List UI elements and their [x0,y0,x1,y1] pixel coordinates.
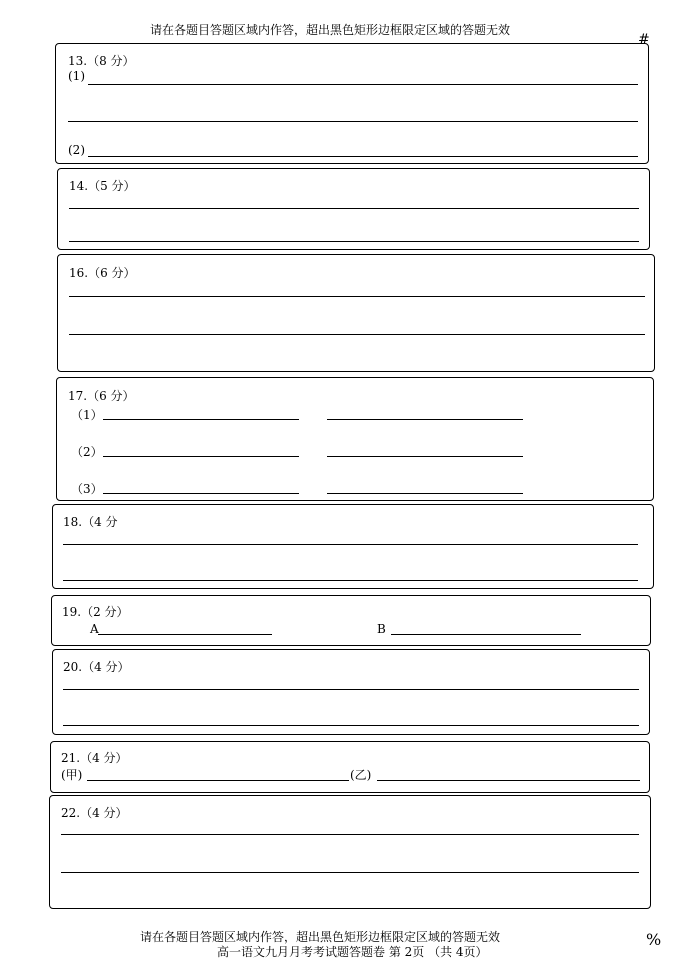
notice-top: 请在各题目答题区域内作答，超出黑色矩形边框限定区域的答题无效 [150,23,511,37]
q14-answer-line-1 [69,208,639,209]
q14-answer-box[interactable] [57,168,650,250]
q22-answer-line-2 [61,872,639,873]
q22-answer-box[interactable] [49,795,651,909]
q20-answer-box[interactable] [52,649,650,735]
q17-answer-line-2b [327,456,523,457]
q17-part1-label: （1） [71,408,103,422]
q22-answer-line-1 [61,834,639,835]
q18-answer-line-1 [63,544,638,545]
q16-answer-line-2 [69,334,645,335]
q13-answer-line-3 [88,156,638,157]
q22-title: 22.（4 分） [61,806,128,820]
q17-answer-line-1b [327,419,523,420]
corner-mark-bottom: % [646,930,662,949]
q19-answer-box[interactable] [51,595,651,646]
q14-answer-line-2 [69,241,639,242]
q21-yi-label: (乙) [350,768,372,782]
q16-answer-box[interactable] [57,254,655,372]
q13-answer-line-2 [68,121,638,122]
q17-part2-label: （2） [71,445,103,459]
q17-answer-box[interactable] [56,377,654,501]
q14-title: 14.（5 分） [69,179,136,193]
q19-a-label: A [90,622,99,636]
q19-answer-line-a [98,634,272,635]
q19-answer-line-b [391,634,581,635]
q13-title: 13.（8 分） [68,54,135,68]
q21-jia-label: (甲) [61,768,83,782]
q18-answer-line-2 [63,580,638,581]
q20-answer-line-2 [63,725,639,726]
page-footer: 高一语文九月月考考试题答题卷 第 2页 （共 4页） [217,945,488,959]
q21-title: 21.（4 分） [61,751,128,765]
q17-title: 17.（6 分） [68,389,135,403]
q19-b-label: B [377,622,386,636]
q13-part1-label: (1) [68,69,85,83]
notice-bottom: 请在各题目答题区域内作答，超出黑色矩形边框限定区域的答题无效 [140,930,501,944]
q18-title: 18.（4 分 [63,515,118,529]
q18-answer-box[interactable] [52,504,654,589]
q21-answer-box[interactable] [50,741,650,793]
corner-mark-top: # [638,32,650,48]
q20-title: 20.（4 分） [63,660,130,674]
q19-title: 19.（2 分） [62,605,129,619]
q13-part2-label: (2) [68,143,85,157]
q13-answer-box[interactable] [55,43,649,164]
q17-part3-label: （3） [71,482,103,496]
q17-answer-line-1a [103,419,299,420]
q16-answer-line-1 [69,296,645,297]
q17-answer-line-3b [327,493,523,494]
q13-answer-line-1 [88,84,638,85]
q17-answer-line-2a [103,456,299,457]
q16-title: 16.（6 分） [69,266,136,280]
q21-answer-line-yi [377,780,640,781]
q17-answer-line-3a [103,493,299,494]
q21-answer-line-jia [87,780,349,781]
q20-answer-line-1 [63,689,639,690]
